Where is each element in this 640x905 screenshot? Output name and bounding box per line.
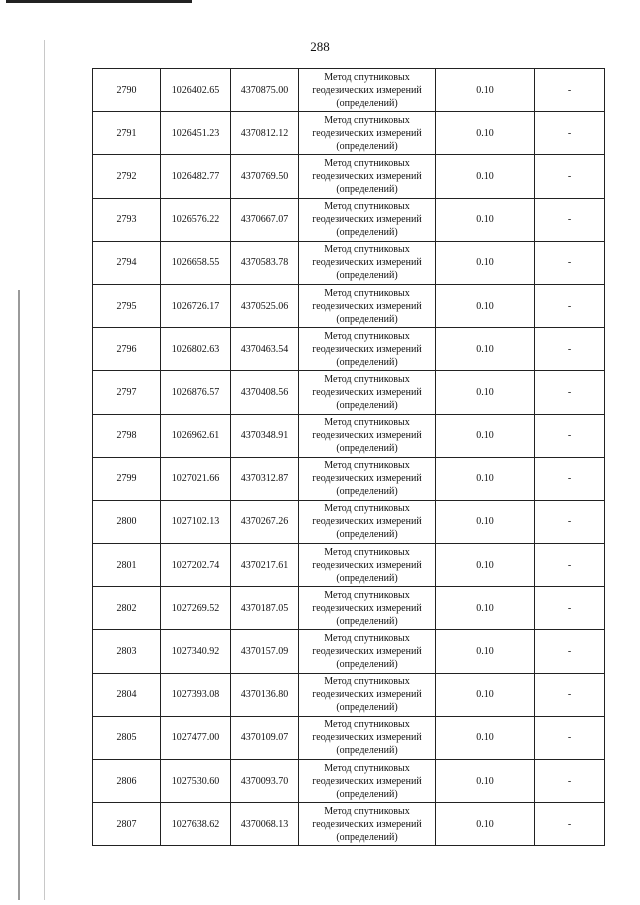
y-coordinate-cell: 4370812.12 [231,112,299,155]
method-line: (определений) [336,745,398,757]
method-line: (определений) [336,615,398,627]
table-row [93,284,605,327]
method-line: (определений) [336,443,398,455]
note-cell: - [535,371,605,414]
accuracy-cell: 0.10 [436,500,535,543]
method-line: геодезических измерений [312,257,422,269]
table-row [93,587,605,630]
y-coordinate-cell: 4370267.26 [231,500,299,543]
method-line: геодезических измерений [312,343,422,355]
method-cell [299,328,436,371]
method-line: геодезических измерений [312,732,422,744]
point-number-cell: 2791 [93,112,161,155]
accuracy-cell: 0.10 [436,544,535,587]
accuracy-cell: 0.10 [436,760,535,803]
method-line: Метод спутниковых [324,71,410,83]
method-line: (определений) [336,356,398,368]
note-cell: - [535,284,605,327]
method-cell [299,241,436,284]
accuracy-cell: 0.10 [436,241,535,284]
method-line: геодезических измерений [312,818,422,830]
table-row [93,673,605,716]
x-coordinate-cell: 1027638.62 [161,803,231,846]
note-cell: - [535,630,605,673]
note-cell: - [535,544,605,587]
method-line: Метод спутниковых [324,719,410,731]
point-number-cell: 2807 [93,803,161,846]
method-line: геодезических измерений [312,646,422,658]
note-cell: - [535,328,605,371]
method-line: (определений) [336,227,398,239]
y-coordinate-cell: 4370312.87 [231,457,299,500]
method-line: (определений) [336,659,398,671]
note-cell: - [535,803,605,846]
table-row [93,457,605,500]
accuracy-cell: 0.10 [436,155,535,198]
table-body [93,69,605,846]
method-cell [299,630,436,673]
method-cell [299,371,436,414]
method-cell [299,544,436,587]
method-line: (определений) [336,702,398,714]
x-coordinate-cell: 1026402.65 [161,69,231,112]
x-coordinate-cell: 1026802.63 [161,328,231,371]
table-row [93,630,605,673]
y-coordinate-cell: 4370068.13 [231,803,299,846]
accuracy-cell: 0.10 [436,414,535,457]
method-line: Метод спутниковых [324,460,410,472]
method-line: геодезических измерений [312,300,422,312]
note-cell: - [535,69,605,112]
point-number-cell: 2793 [93,198,161,241]
method-line: геодезических измерений [312,430,422,442]
method-line: Метод спутниковых [324,201,410,213]
method-line: Метод спутниковых [324,244,410,256]
table-row [93,803,605,846]
method-line: Метод спутниковых [324,546,410,558]
method-cell [299,673,436,716]
x-coordinate-cell: 1027340.92 [161,630,231,673]
method-line: геодезических измерений [312,386,422,398]
y-coordinate-cell: 4370093.70 [231,760,299,803]
page-number: 288 [310,39,330,54]
method-line: (определений) [336,270,398,282]
method-line: Метод спутниковых [324,114,410,126]
note-cell: - [535,760,605,803]
method-cell [299,587,436,630]
y-coordinate-cell: 4370667.07 [231,198,299,241]
accuracy-cell: 0.10 [436,587,535,630]
note-cell: - [535,198,605,241]
method-line: (определений) [336,486,398,498]
accuracy-cell: 0.10 [436,328,535,371]
y-coordinate-cell: 4370463.54 [231,328,299,371]
method-line: геодезических измерений [312,214,422,226]
y-coordinate-cell: 4370217.61 [231,544,299,587]
coordinates-table [92,68,605,846]
y-coordinate-cell: 4370769.50 [231,155,299,198]
method-line: (определений) [336,831,398,843]
table-row [93,328,605,371]
y-coordinate-cell: 4370348.91 [231,414,299,457]
x-coordinate-cell: 1027021.66 [161,457,231,500]
x-coordinate-cell: 1027202.74 [161,544,231,587]
method-cell [299,155,436,198]
point-number-cell: 2804 [93,673,161,716]
accuracy-cell: 0.10 [436,630,535,673]
x-coordinate-cell: 1027477.00 [161,716,231,759]
table-row [93,716,605,759]
y-coordinate-cell: 4370187.05 [231,587,299,630]
accuracy-cell: 0.10 [436,673,535,716]
method-line: (определений) [336,399,398,411]
note-cell: - [535,673,605,716]
point-number-cell: 2802 [93,587,161,630]
point-number-cell: 2800 [93,500,161,543]
method-cell [299,760,436,803]
x-coordinate-cell: 1026451.23 [161,112,231,155]
method-line: геодезических измерений [312,516,422,528]
y-coordinate-cell: 4370408.56 [231,371,299,414]
point-number-cell: 2795 [93,284,161,327]
point-number-cell: 2801 [93,544,161,587]
method-line: (определений) [336,788,398,800]
note-cell: - [535,587,605,630]
method-line: геодезических измерений [312,84,422,96]
header-rule [6,0,192,3]
x-coordinate-cell: 1027269.52 [161,587,231,630]
method-cell [299,716,436,759]
method-line: Метод спутниковых [324,676,410,688]
x-coordinate-cell: 1026726.17 [161,284,231,327]
y-coordinate-cell: 4370109.07 [231,716,299,759]
table-row [93,544,605,587]
y-coordinate-cell: 4370136.80 [231,673,299,716]
point-number-cell: 2803 [93,630,161,673]
table-row [93,69,605,112]
method-line: (определений) [336,529,398,541]
point-number-cell: 2794 [93,241,161,284]
method-cell [299,112,436,155]
accuracy-cell: 0.10 [436,69,535,112]
accuracy-cell: 0.10 [436,803,535,846]
x-coordinate-cell: 1026482.77 [161,155,231,198]
method-line: (определений) [336,183,398,195]
method-line: геодезических измерений [312,775,422,787]
method-line: Метод спутниковых [324,373,410,385]
table-row [93,371,605,414]
method-line: (определений) [336,313,398,325]
point-number-cell: 2806 [93,760,161,803]
note-cell: - [535,500,605,543]
x-coordinate-cell: 1026962.61 [161,414,231,457]
point-number-cell: 2805 [93,716,161,759]
method-line: Метод спутниковых [324,287,410,299]
y-coordinate-cell: 4370157.09 [231,630,299,673]
x-coordinate-cell: 1026876.57 [161,371,231,414]
method-cell [299,457,436,500]
method-line: геодезических измерений [312,602,422,614]
method-line: геодезических измерений [312,689,422,701]
left-margin-scan-line [44,40,45,900]
point-number-cell: 2799 [93,457,161,500]
note-cell: - [535,457,605,500]
x-coordinate-cell: 1027393.08 [161,673,231,716]
accuracy-cell: 0.10 [436,371,535,414]
method-line: геодезических измерений [312,473,422,485]
point-number-cell: 2792 [93,155,161,198]
y-coordinate-cell: 4370583.78 [231,241,299,284]
x-coordinate-cell: 1026576.22 [161,198,231,241]
table-row [93,760,605,803]
method-line: (определений) [336,140,398,152]
table-row [93,414,605,457]
point-number-cell: 2796 [93,328,161,371]
point-number-cell: 2798 [93,414,161,457]
accuracy-cell: 0.10 [436,284,535,327]
method-line: геодезических измерений [312,127,422,139]
accuracy-cell: 0.10 [436,112,535,155]
table-row [93,198,605,241]
method-line: Метод спутниковых [324,633,410,645]
method-cell [299,803,436,846]
method-line: Метод спутниковых [324,157,410,169]
method-line: геодезических измерений [312,170,422,182]
x-coordinate-cell: 1027102.13 [161,500,231,543]
table-row [93,500,605,543]
table-row [93,241,605,284]
method-line: Метод спутниковых [324,589,410,601]
y-coordinate-cell: 4370875.00 [231,69,299,112]
method-line: геодезических измерений [312,559,422,571]
note-cell: - [535,112,605,155]
accuracy-cell: 0.10 [436,198,535,241]
method-line: Метод спутниковых [324,805,410,817]
method-line: Метод спутниковых [324,417,410,429]
method-line: Метод спутниковых [324,330,410,342]
point-number-cell: 2790 [93,69,161,112]
point-number-cell: 2797 [93,371,161,414]
method-line: (определений) [336,572,398,584]
method-cell [299,198,436,241]
accuracy-cell: 0.10 [436,457,535,500]
note-cell: - [535,414,605,457]
table-row [93,155,605,198]
method-cell [299,414,436,457]
method-line: Метод спутниковых [324,503,410,515]
method-cell [299,284,436,327]
method-cell [299,500,436,543]
y-coordinate-cell: 4370525.06 [231,284,299,327]
note-cell: - [535,241,605,284]
table-row [93,112,605,155]
note-cell: - [535,716,605,759]
x-coordinate-cell: 1026658.55 [161,241,231,284]
x-coordinate-cell: 1027530.60 [161,760,231,803]
left-margin-scan-line-2 [18,290,20,900]
method-cell [299,69,436,112]
method-line: (определений) [336,97,398,109]
note-cell: - [535,155,605,198]
accuracy-cell: 0.10 [436,716,535,759]
method-line: Метод спутниковых [324,762,410,774]
